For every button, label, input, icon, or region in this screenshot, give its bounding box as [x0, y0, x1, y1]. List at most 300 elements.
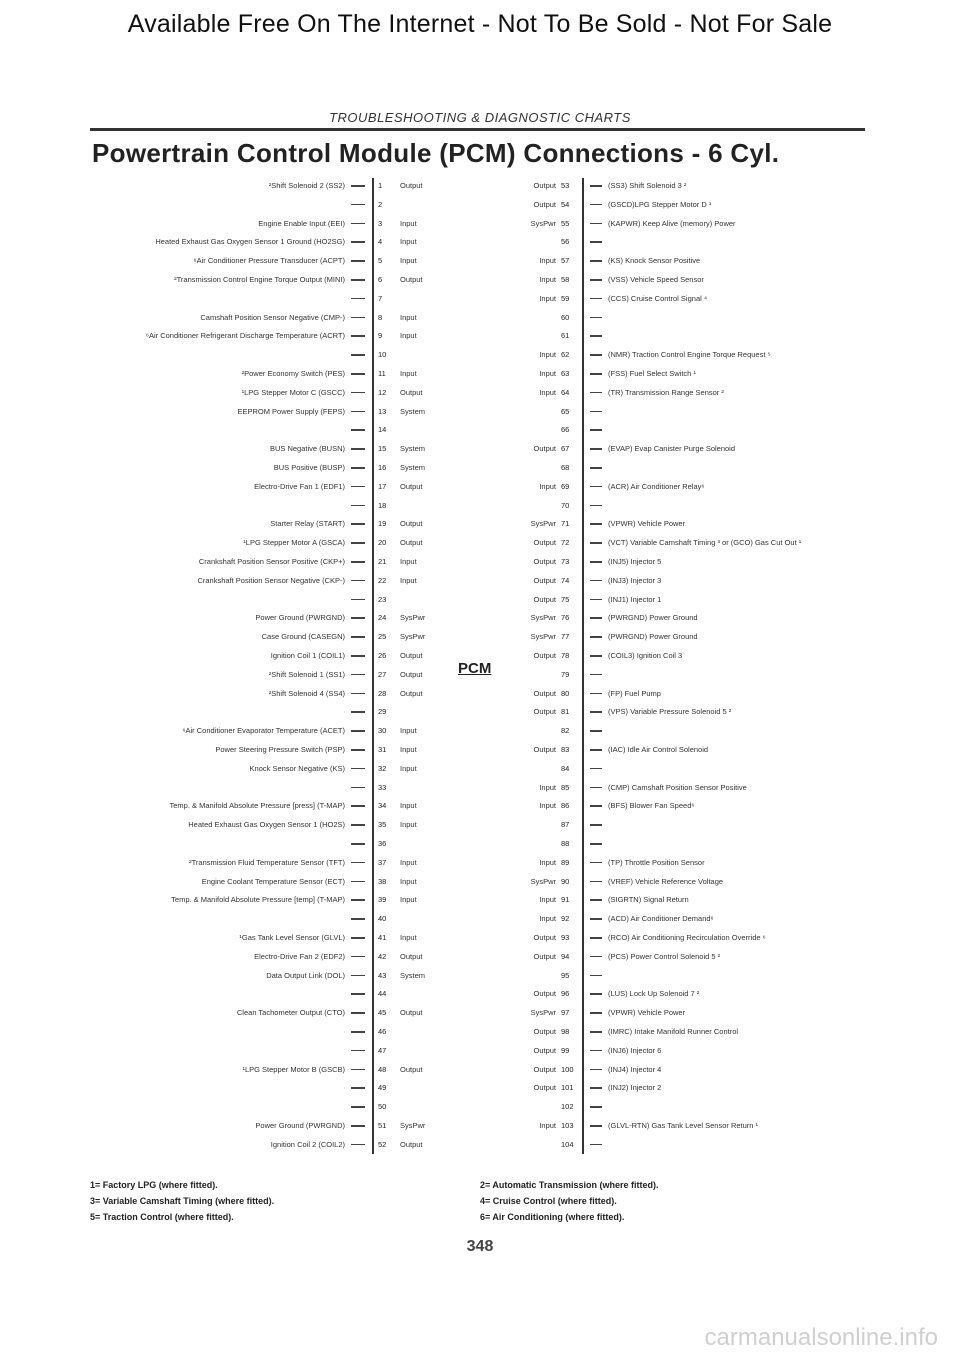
right-pin-type: Output	[533, 575, 556, 585]
right-pin-row	[0, 928, 940, 947]
right-pin-number: 97	[561, 1008, 570, 1018]
left-pin-number: 28	[378, 688, 387, 698]
left-pin-signal: Power Ground (PWRGND)	[255, 613, 345, 623]
right-pin-signal: (VPWR) Vehicle Power	[608, 1008, 686, 1018]
left-pin-type: System	[400, 444, 426, 454]
right-pin-number: 85	[561, 782, 570, 792]
left-pin-number: 11	[378, 369, 386, 378]
right-pin-lead	[590, 674, 602, 676]
right-pin-number: 71	[561, 519, 570, 529]
footnote-3: 3= Variable Camshaft Timing (where fitted).	[90, 1196, 275, 1206]
right-pin-row	[0, 1060, 940, 1079]
right-pin-row	[0, 364, 940, 383]
left-pin-type: Output	[400, 951, 423, 961]
left-pin-number: 44	[378, 989, 387, 999]
right-pin-row	[0, 872, 940, 891]
section-title: TROUBLESHOOTING & DIAGNOSTIC CHARTS	[329, 110, 631, 125]
right-pin-signal: (LUS) Lock Up Solenoid 7 ²	[608, 989, 700, 999]
right-pin-type: Output	[533, 989, 556, 999]
right-pin-number: 70	[561, 500, 570, 510]
right-pin-number: 90	[561, 876, 570, 886]
right-pin-row	[0, 251, 940, 270]
right-pin-lead	[590, 279, 602, 281]
right-pin-number: 80	[561, 688, 570, 698]
left-pin-signal: BUS Positive (BUSP)	[273, 463, 345, 472]
right-pin-signal: (VPS) Variable Pressure Solenoid 5 ²	[608, 707, 732, 717]
right-pin-lead	[590, 505, 602, 507]
left-pin-signal: ⁶Air Conditioner Refrigerant Discharge Temperature (ACRT)	[145, 331, 345, 341]
right-pin-type: Output	[533, 181, 556, 190]
right-pin-number: 100	[561, 1064, 574, 1074]
right-pin-type: Input	[539, 857, 556, 867]
right-pin-row	[0, 890, 940, 909]
right-pin-row	[0, 1022, 940, 1041]
left-pin-type: Output	[400, 1064, 423, 1074]
right-pin-number: 57	[561, 256, 570, 266]
left-pin-signal: EEPROM Power Supply (FEPS)	[237, 406, 345, 416]
right-pin-type: Output	[533, 444, 556, 454]
left-pin-type: Input	[400, 876, 417, 886]
right-pin-signal: (EVAP) Evap Canister Purge Solenoid	[608, 444, 736, 454]
right-pin-number: 84	[561, 763, 570, 773]
left-pin-type: Output	[400, 1008, 423, 1018]
right-pin-lead	[590, 260, 602, 262]
left-pin-number: 45	[378, 1008, 387, 1018]
left-pin-type: Input	[400, 237, 417, 247]
left-pin-type: Input	[400, 218, 417, 228]
left-pin-type: Input	[400, 895, 417, 905]
right-pin-signal: (TP) Throttle Position Sensor	[608, 857, 705, 867]
left-pin-type: Output	[400, 651, 423, 660]
left-pin-number: 26	[378, 651, 387, 660]
right-pin-number: 87	[561, 820, 570, 830]
right-pin-type: Output	[533, 651, 556, 660]
right-pin-number: 92	[561, 914, 570, 924]
right-pin-signal: (INJ1) Injector 1	[608, 594, 662, 604]
right-pin-lead	[590, 749, 602, 751]
right-pin-row	[0, 909, 940, 928]
right-pin-number: 78	[561, 651, 570, 660]
left-pin-signal: ¹LPG Stepper Motor B (GSCB)	[242, 1064, 345, 1074]
right-pin-signal: (VPWR) Vehicle Power	[608, 519, 686, 529]
right-pin-type: Output	[533, 707, 556, 717]
left-pin-signal: Crankshaft Position Sensor Negative (CKP-)	[197, 575, 345, 585]
left-pin-signal: Starter Relay (START)	[270, 519, 345, 529]
left-pin-signal: BUS Negative (BUSN)	[269, 444, 345, 454]
left-pin-number: 31	[378, 745, 387, 754]
right-pin-row	[0, 308, 940, 327]
left-pin-type: Input	[400, 763, 417, 773]
right-pin-lead	[590, 1031, 602, 1033]
right-pin-signal: (ACD) Air Conditioner Demand⁶	[608, 914, 714, 924]
right-pin-row	[0, 608, 940, 627]
right-pin-signal: (INJ3) Injector 3	[608, 575, 662, 585]
left-pin-signal: ²Power Economy Switch (PES)	[241, 369, 345, 378]
right-pin-signal: (PCS) Power Control Solenoid 5 ²	[608, 951, 721, 961]
left-pin-number: 20	[378, 538, 387, 548]
left-pin-signal: ²Shift Solenoid 2 (SS2)	[268, 181, 345, 190]
right-pin-row	[0, 552, 940, 571]
right-pin-type: Output	[533, 1064, 556, 1074]
right-pin-number: 75	[561, 594, 570, 604]
right-pin-type: Input	[539, 350, 556, 360]
left-pin-signal: Camshaft Position Sensor Negative (CMP-)	[200, 312, 345, 322]
left-pin-number: 1	[378, 181, 383, 190]
left-pin-signal: Knock Sensor Negative (KS)	[249, 763, 345, 773]
left-pin-signal: Electro-Drive Fan 2 (EDF2)	[254, 951, 345, 961]
right-pin-number: 77	[561, 632, 570, 642]
right-pin-row	[0, 345, 940, 364]
right-pin-lead	[590, 655, 602, 657]
left-pin-number: 18	[378, 500, 387, 510]
right-pin-number: 91	[561, 895, 570, 905]
right-pin-number: 89	[561, 857, 570, 867]
right-pin-lead	[590, 1050, 602, 1052]
right-pin-row	[0, 834, 940, 853]
right-pin-signal: (VSS) Vehicle Speed Sensor	[608, 275, 704, 284]
right-pin-signal: (RCO) Air Conditioning Recirculation Override ⁶	[608, 933, 766, 942]
footnote-2: 2= Automatic Transmission (where fitted).	[480, 1180, 659, 1190]
right-pin-row	[0, 571, 940, 590]
left-pin-type: System	[400, 463, 426, 472]
right-pin-type: Output	[533, 538, 556, 548]
left-pin-number: 43	[378, 970, 387, 980]
right-pin-row	[0, 646, 940, 665]
right-pin-signal: (VREF) Vehicle Reference Voltage	[608, 876, 724, 886]
left-pin-signal: Clean Tachometer Output (CTO)	[236, 1008, 345, 1018]
right-pin-number: 95	[561, 970, 570, 980]
right-pin-signal: (TR) Transmission Range Sensor ²	[608, 387, 724, 397]
right-pin-row	[0, 684, 940, 703]
left-pin-signal: ²Shift Solenoid 1 (SS1)	[268, 669, 345, 679]
footnote-1: 1= Factory LPG (where fitted).	[90, 1180, 218, 1190]
left-pin-signal: ²Transmission Fluid Temperature Sensor (TFT)	[189, 857, 345, 867]
right-pin-lead	[590, 204, 602, 206]
right-pin-type: SysPwr	[530, 876, 556, 886]
right-pin-lead	[590, 429, 602, 431]
right-pin-row	[0, 721, 940, 740]
left-pin-type: Output	[400, 688, 423, 698]
right-pin-row	[0, 759, 940, 778]
left-pin-number: 52	[378, 1139, 387, 1149]
left-pin-signal: Engine Enable Input (EEI)	[258, 218, 345, 228]
right-pin-signal: (NMR) Traction Control Engine Torque Request ⁵	[608, 350, 771, 360]
left-pin-number: 19	[378, 519, 387, 529]
left-pin-signal: Engine Coolant Temperature Sensor (ECT)	[201, 876, 345, 886]
left-pin-number: 23	[378, 594, 387, 604]
right-pin-row	[0, 1135, 940, 1154]
right-pin-type: Input	[539, 369, 556, 378]
right-pin-number: 61	[561, 331, 570, 341]
left-pin-signal: Data Output Link (DOL)	[266, 970, 345, 980]
right-pin-signal: (KAPWR) Keep Alive (memory) Power	[608, 218, 736, 228]
right-pin-lead	[590, 523, 602, 525]
right-pin-row	[0, 383, 940, 402]
right-pin-number: 56	[561, 237, 570, 247]
right-pin-signal: (FSS) Fuel Select Switch ¹	[608, 369, 696, 378]
right-pin-type: SysPwr	[530, 218, 556, 228]
right-pin-number: 102	[561, 1102, 574, 1112]
left-pin-number: 33	[378, 782, 387, 792]
left-pin-number: 38	[378, 876, 387, 886]
right-pin-type: SysPwr	[530, 613, 556, 623]
right-pin-lead	[590, 561, 602, 563]
footnote-4: 4= Cruise Control (where fitted).	[480, 1196, 617, 1206]
right-pin-lead	[590, 354, 602, 356]
page-number: 348	[466, 1238, 494, 1255]
right-pin-type: Input	[539, 481, 556, 491]
right-pin-number: 67	[561, 444, 570, 454]
left-pin-number: 16	[378, 463, 387, 472]
left-pin-number: 50	[378, 1102, 387, 1112]
right-pin-type: Input	[539, 914, 556, 924]
left-pin-signal: ⁶Air Conditioner Pressure Transducer (ACPT)	[193, 256, 345, 266]
left-pin-type: Input	[400, 369, 417, 378]
right-pin-lead	[590, 843, 602, 845]
left-pin-type: Output	[400, 1139, 423, 1149]
right-pin-row	[0, 402, 940, 421]
left-pin-signal: ⁶Air Conditioner Evaporator Temperature (ACET)	[182, 726, 345, 736]
right-pin-lead	[590, 768, 602, 770]
right-pin-type: SysPwr	[530, 632, 556, 642]
right-pin-row	[0, 1041, 940, 1060]
right-pin-signal: (IAC) Idle Air Control Solenoid	[608, 745, 709, 754]
left-pin-number: 22	[378, 575, 387, 585]
right-pin-lead	[590, 1012, 602, 1014]
right-pin-lead	[590, 899, 602, 901]
right-pin-lead	[590, 1069, 602, 1071]
left-pin-number: 5	[378, 256, 383, 266]
right-pin-lead	[590, 918, 602, 920]
right-pin-number: 68	[561, 463, 570, 472]
right-pin-type: Output	[533, 557, 556, 566]
watermark: carmanualsonline.info	[704, 1324, 938, 1351]
right-pin-row	[0, 1116, 940, 1135]
left-pin-number: 6	[378, 275, 383, 284]
right-pin-lead	[590, 1087, 602, 1089]
footnote-6: 6= Air Conditioning (where fitted).	[480, 1212, 625, 1222]
right-pin-signal: (SIGRTN) Signal Return	[608, 895, 689, 905]
right-pin-number: 66	[561, 425, 570, 435]
left-pin-number: 51	[378, 1121, 387, 1130]
right-pin-row	[0, 195, 940, 214]
right-pin-signal: (VCT) Variable Camshaft Timing ³ or (GCO) Gas Cut Out ¹	[608, 538, 802, 548]
left-pin-type: Input	[400, 933, 417, 942]
right-pin-lead	[590, 599, 602, 601]
right-pin-lead	[590, 824, 602, 826]
left-pin-number: 24	[378, 613, 387, 623]
right-pin-number: 53	[561, 181, 570, 190]
right-pin-signal: (INJ5) Injector 5	[608, 557, 662, 566]
left-pin-type: Input	[400, 557, 417, 566]
footnote-5: 5= Traction Control (where fitted).	[90, 1212, 234, 1222]
right-pin-row	[0, 1003, 940, 1022]
right-pin-row	[0, 627, 940, 646]
top-banner: Available Free On The Internet - Not To Be Sold - Not For Sale	[127, 10, 833, 38]
left-pin-number: 35	[378, 820, 387, 830]
section-rule	[90, 128, 865, 131]
right-pin-lead	[590, 1125, 602, 1127]
right-pin-lead	[590, 335, 602, 337]
right-pin-lead	[590, 693, 602, 695]
left-pin-signal: ¹LPG Stepper Motor C (GSCC)	[241, 387, 345, 397]
left-pin-number: 12	[378, 387, 387, 397]
right-pin-signal: (KS) Knock Sensor Positive	[608, 256, 701, 266]
left-pin-type: System	[400, 406, 426, 416]
left-pin-signal: ²Shift Solenoid 4 (SS4)	[268, 688, 345, 698]
left-pin-number: 40	[378, 914, 387, 924]
right-pin-row	[0, 984, 940, 1003]
right-pin-row	[0, 420, 940, 439]
left-pin-type: Input	[400, 801, 417, 811]
left-pin-number: 4	[378, 237, 383, 247]
right-pin-signal: (PWRGND) Power Ground	[608, 613, 698, 623]
right-pin-lead	[590, 1106, 602, 1108]
right-pin-type: Output	[533, 199, 556, 209]
right-pin-type: Output	[533, 933, 556, 942]
left-pin-type: Input	[400, 745, 417, 754]
right-pin-row	[0, 740, 940, 759]
right-pin-number: 63	[561, 369, 570, 378]
left-pin-number: 47	[378, 1045, 387, 1055]
left-pin-number: 37	[378, 857, 387, 867]
right-pin-number: 96	[561, 989, 570, 999]
right-pin-type: Input	[539, 895, 556, 905]
left-pin-number: 46	[378, 1027, 387, 1036]
right-pin-type: Output	[533, 1027, 556, 1036]
right-pin-number: 65	[561, 406, 570, 416]
right-pin-lead	[590, 185, 602, 187]
left-pin-number: 14	[378, 425, 387, 435]
left-pin-type: Output	[400, 519, 423, 529]
left-pin-number: 27	[378, 669, 387, 679]
right-pin-type: Output	[533, 594, 556, 604]
right-pin-lead	[590, 486, 602, 488]
left-pin-number: 8	[378, 312, 383, 322]
right-pin-type: Output	[533, 688, 556, 698]
left-pin-number: 21	[378, 557, 387, 566]
right-pin-number: 104	[561, 1139, 574, 1149]
right-pin-type: Input	[539, 387, 556, 397]
right-pin-number: 93	[561, 933, 570, 942]
right-pin-row	[0, 702, 940, 721]
left-pin-number: 39	[378, 895, 387, 905]
page-title: Powertrain Control Module (PCM) Connections - 6 Cyl.	[92, 138, 780, 168]
right-pin-number: 99	[561, 1045, 570, 1055]
left-pin-number: 34	[378, 801, 387, 811]
pcm-label: PCM	[458, 660, 492, 677]
right-pin-type: SysPwr	[530, 519, 556, 529]
left-pin-signal: Temp. & Manifold Absolute Pressure [temp] (T-MAP)	[171, 895, 345, 905]
left-pin-number: 36	[378, 839, 387, 848]
right-pin-lead	[590, 937, 602, 939]
right-pin-type: Input	[539, 256, 556, 266]
right-pin-lead	[590, 392, 602, 394]
right-pin-number: 88	[561, 839, 570, 848]
left-pin-number: 9	[378, 331, 383, 341]
right-pin-signal: (INJ6) Injector 6	[608, 1045, 662, 1055]
left-pin-type: SysPwr	[400, 632, 426, 642]
right-pin-row	[0, 289, 940, 308]
right-pin-lead	[590, 617, 602, 619]
left-pin-type: Input	[400, 256, 417, 266]
right-pin-type: Input	[539, 293, 556, 303]
right-pin-number: 81	[561, 707, 570, 717]
left-pin-type: Output	[400, 669, 423, 679]
right-pin-row	[0, 214, 940, 233]
left-pin-signal: ²Transmission Control Engine Torque Output (MINI)	[174, 275, 345, 284]
right-pin-lead	[590, 223, 602, 225]
right-pin-number: 62	[561, 350, 570, 360]
right-pin-number: 54	[561, 199, 570, 209]
right-pin-lead	[590, 448, 602, 450]
left-pin-number: 32	[378, 763, 387, 773]
right-pin-lead	[590, 636, 602, 638]
left-pin-number: 2	[378, 199, 383, 209]
right-pin-number: 83	[561, 745, 570, 754]
right-pin-number: 60	[561, 312, 570, 322]
right-pin-lead	[590, 730, 602, 732]
right-pin-type: SysPwr	[530, 1008, 556, 1018]
right-pin-lead	[590, 241, 602, 243]
right-pin-signal: (PWRGND) Power Ground	[608, 632, 698, 642]
left-pin-number: 17	[378, 481, 387, 491]
right-pin-lead	[590, 298, 602, 300]
left-pin-signal: Power Steering Pressure Switch (PSP)	[215, 745, 345, 754]
left-pin-type: Output	[400, 387, 423, 397]
left-pin-number: 10	[378, 350, 387, 360]
right-pin-row	[0, 1097, 940, 1116]
left-pin-signal: Case Ground (CASEGN)	[261, 632, 345, 642]
left-pin-signal: Heated Exhaust Gas Oxygen Sensor 1 Ground (HO2SG)	[155, 237, 345, 247]
right-pin-lead	[590, 881, 602, 883]
right-pin-number: 103	[561, 1121, 574, 1130]
left-pin-number: 7	[378, 293, 383, 303]
right-pin-lead	[590, 975, 602, 977]
left-pin-type: Output	[400, 481, 423, 491]
right-pin-number: 79	[561, 669, 570, 679]
pin-diagram	[0, 176, 960, 1176]
right-pin-number: 94	[561, 951, 570, 961]
left-pin-number: 13	[378, 406, 387, 416]
right-pin-number: 76	[561, 613, 570, 623]
left-pin-signal: Electro-Drive Fan 1 (EDF1)	[254, 481, 345, 491]
left-pin-number: 41	[378, 933, 387, 942]
right-pin-signal: (GLVL-RTN) Gas Tank Level Sensor Return ¹	[608, 1121, 759, 1130]
right-pin-type: Input	[539, 782, 556, 792]
right-pin-number: 64	[561, 387, 570, 397]
left-pin-type: Input	[400, 726, 417, 736]
left-pin-signal: Temp. & Manifold Absolute Pressure [press] (T-MAP)	[169, 801, 345, 811]
right-pin-signal: (BFS) Blower Fan Speed⁶	[608, 801, 695, 811]
right-pin-lead	[590, 467, 602, 469]
right-pin-signal: (GSCD)LPG Stepper Motor D ¹	[608, 199, 712, 209]
right-pin-number: 101	[561, 1083, 574, 1093]
right-pin-number: 59	[561, 293, 570, 303]
left-pin-number: 48	[378, 1064, 387, 1074]
left-pin-type: Input	[400, 575, 417, 585]
right-pin-row	[0, 1078, 940, 1097]
right-pin-signal: (FP) Fuel Pump	[608, 688, 661, 698]
left-pin-signal: Heated Exhaust Gas Oxygen Sensor 1 (HO2S)	[188, 820, 345, 830]
left-pin-type: Output	[400, 538, 423, 548]
right-pin-number: 73	[561, 557, 570, 566]
right-pin-type: Input	[539, 801, 556, 811]
left-pin-type: Input	[400, 820, 417, 830]
right-pin-number: 74	[561, 575, 570, 585]
left-pin-type: Output	[400, 181, 423, 190]
right-pin-lead	[590, 711, 602, 713]
